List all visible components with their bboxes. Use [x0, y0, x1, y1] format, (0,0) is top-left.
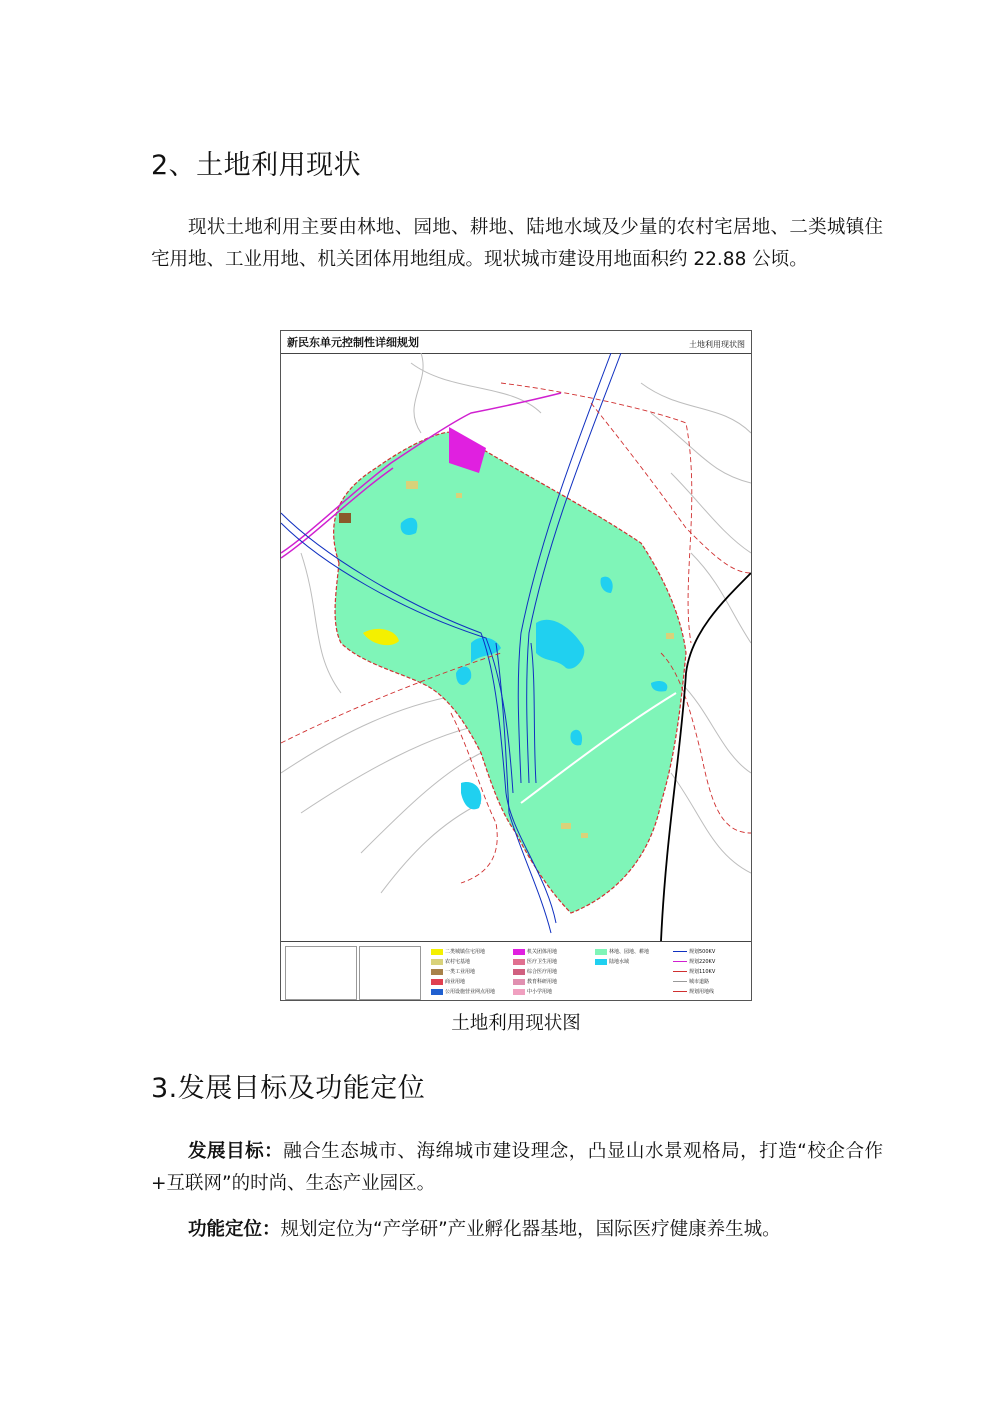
development-goal-paragraph: [151, 1136, 883, 1200]
legend-item: [595, 948, 649, 955]
legend-item: [513, 988, 552, 995]
legend-swatch: [513, 989, 525, 995]
legend-swatch: [431, 989, 443, 995]
legend-label: 林地、园地、耕地: [609, 949, 650, 955]
legend-label: 规划220KV: [689, 959, 716, 965]
legend-line: [673, 961, 687, 962]
legend-item: [595, 958, 629, 965]
legend-swatch: [431, 969, 443, 975]
legend-label: 综合医疗用地: [527, 969, 558, 975]
forest-farmland-area: [334, 432, 686, 913]
legend-item: [431, 948, 485, 955]
function-position-text: 规划定位为“产学研”产业孵化器基地，国际医疗健康养生城。: [280, 1219, 781, 1240]
legend-item: [431, 988, 495, 995]
map-title: 新民东单元控制性详细规划: [287, 336, 419, 349]
legend-item: [513, 968, 557, 975]
legend-label: 规划500KV: [689, 949, 716, 955]
line-legend-item: [673, 988, 714, 995]
legend-swatch: [513, 969, 525, 975]
legend-label: 一类工业用地: [445, 969, 476, 975]
legend-swatch: [431, 979, 443, 985]
section-3-heading: 3.发展目标及功能定位: [151, 1073, 426, 1104]
map-header: [281, 331, 751, 354]
compass-inset: [359, 946, 421, 1000]
legend-item: [431, 968, 475, 975]
line-legend-item: [673, 978, 709, 985]
legend-label: 商业用地: [445, 979, 466, 985]
map-subtitle: 土地利用现状图: [689, 340, 745, 349]
legend-item: [513, 948, 557, 955]
legend-label: 陆地水域: [609, 959, 630, 965]
legend-label: 中小学用地: [527, 989, 553, 995]
legend-swatch: [513, 949, 525, 955]
legend-item: [513, 958, 557, 965]
legend-line: [673, 991, 687, 992]
legend-label: 规划110KV: [689, 969, 716, 975]
legend-line: [673, 971, 687, 972]
map-caption: 土地利用现状图: [451, 1013, 581, 1034]
legend-label: 二类城镇住宅用地: [445, 949, 486, 955]
line-legend-item: [673, 968, 715, 975]
locator-inset: [285, 946, 357, 1000]
legend-label: 教育科研用地: [527, 979, 558, 985]
legend-swatch: [431, 949, 443, 955]
land-use-map: [280, 330, 752, 1001]
land-use-paragraph: 现状土地利用主要由林地、园地、耕地、陆地水域及少量的农村宅居地、二类城镇住宅用地、工业用地、机关团体用地组成。现状城市建设用地面积约 22.88 公顷。: [151, 217, 883, 270]
legend-swatch: [431, 959, 443, 965]
legend-line: [673, 981, 687, 982]
legend-label: 农村宅基地: [445, 959, 471, 965]
legend-label: 公用设施营业网点用地: [445, 989, 496, 995]
line-legend-item: [673, 958, 715, 965]
legend-item: [431, 958, 470, 965]
legend-item: [431, 978, 465, 985]
line-legend-item: [673, 948, 715, 955]
legend-item: [513, 978, 557, 985]
legend-label: 机关团体用地: [527, 949, 558, 955]
legend-label: 医疗卫生用地: [527, 959, 558, 965]
legend-line: [673, 951, 687, 952]
map-drawing: [281, 353, 751, 941]
development-goal-label: 发展目标：: [188, 1141, 284, 1162]
legend-swatch: [513, 979, 525, 985]
function-position-paragraph: [151, 1214, 883, 1246]
legend-swatch: [595, 949, 607, 955]
development-goal-text: 融合生态城市、海绵城市建设理念，凸显山水景观格局，打造“校企合作+互联网”的时尚、生态产业园区。: [151, 1141, 883, 1194]
legend-swatch: [595, 959, 607, 965]
legend-label: 规划用地线: [689, 989, 715, 995]
legend-label: 城市道路: [689, 979, 710, 985]
legend-swatch: [513, 959, 525, 965]
map-legend: [281, 941, 751, 1001]
section-2-heading: 2、土地利用现状: [151, 150, 362, 181]
function-position-label: 功能定位：: [188, 1219, 281, 1240]
